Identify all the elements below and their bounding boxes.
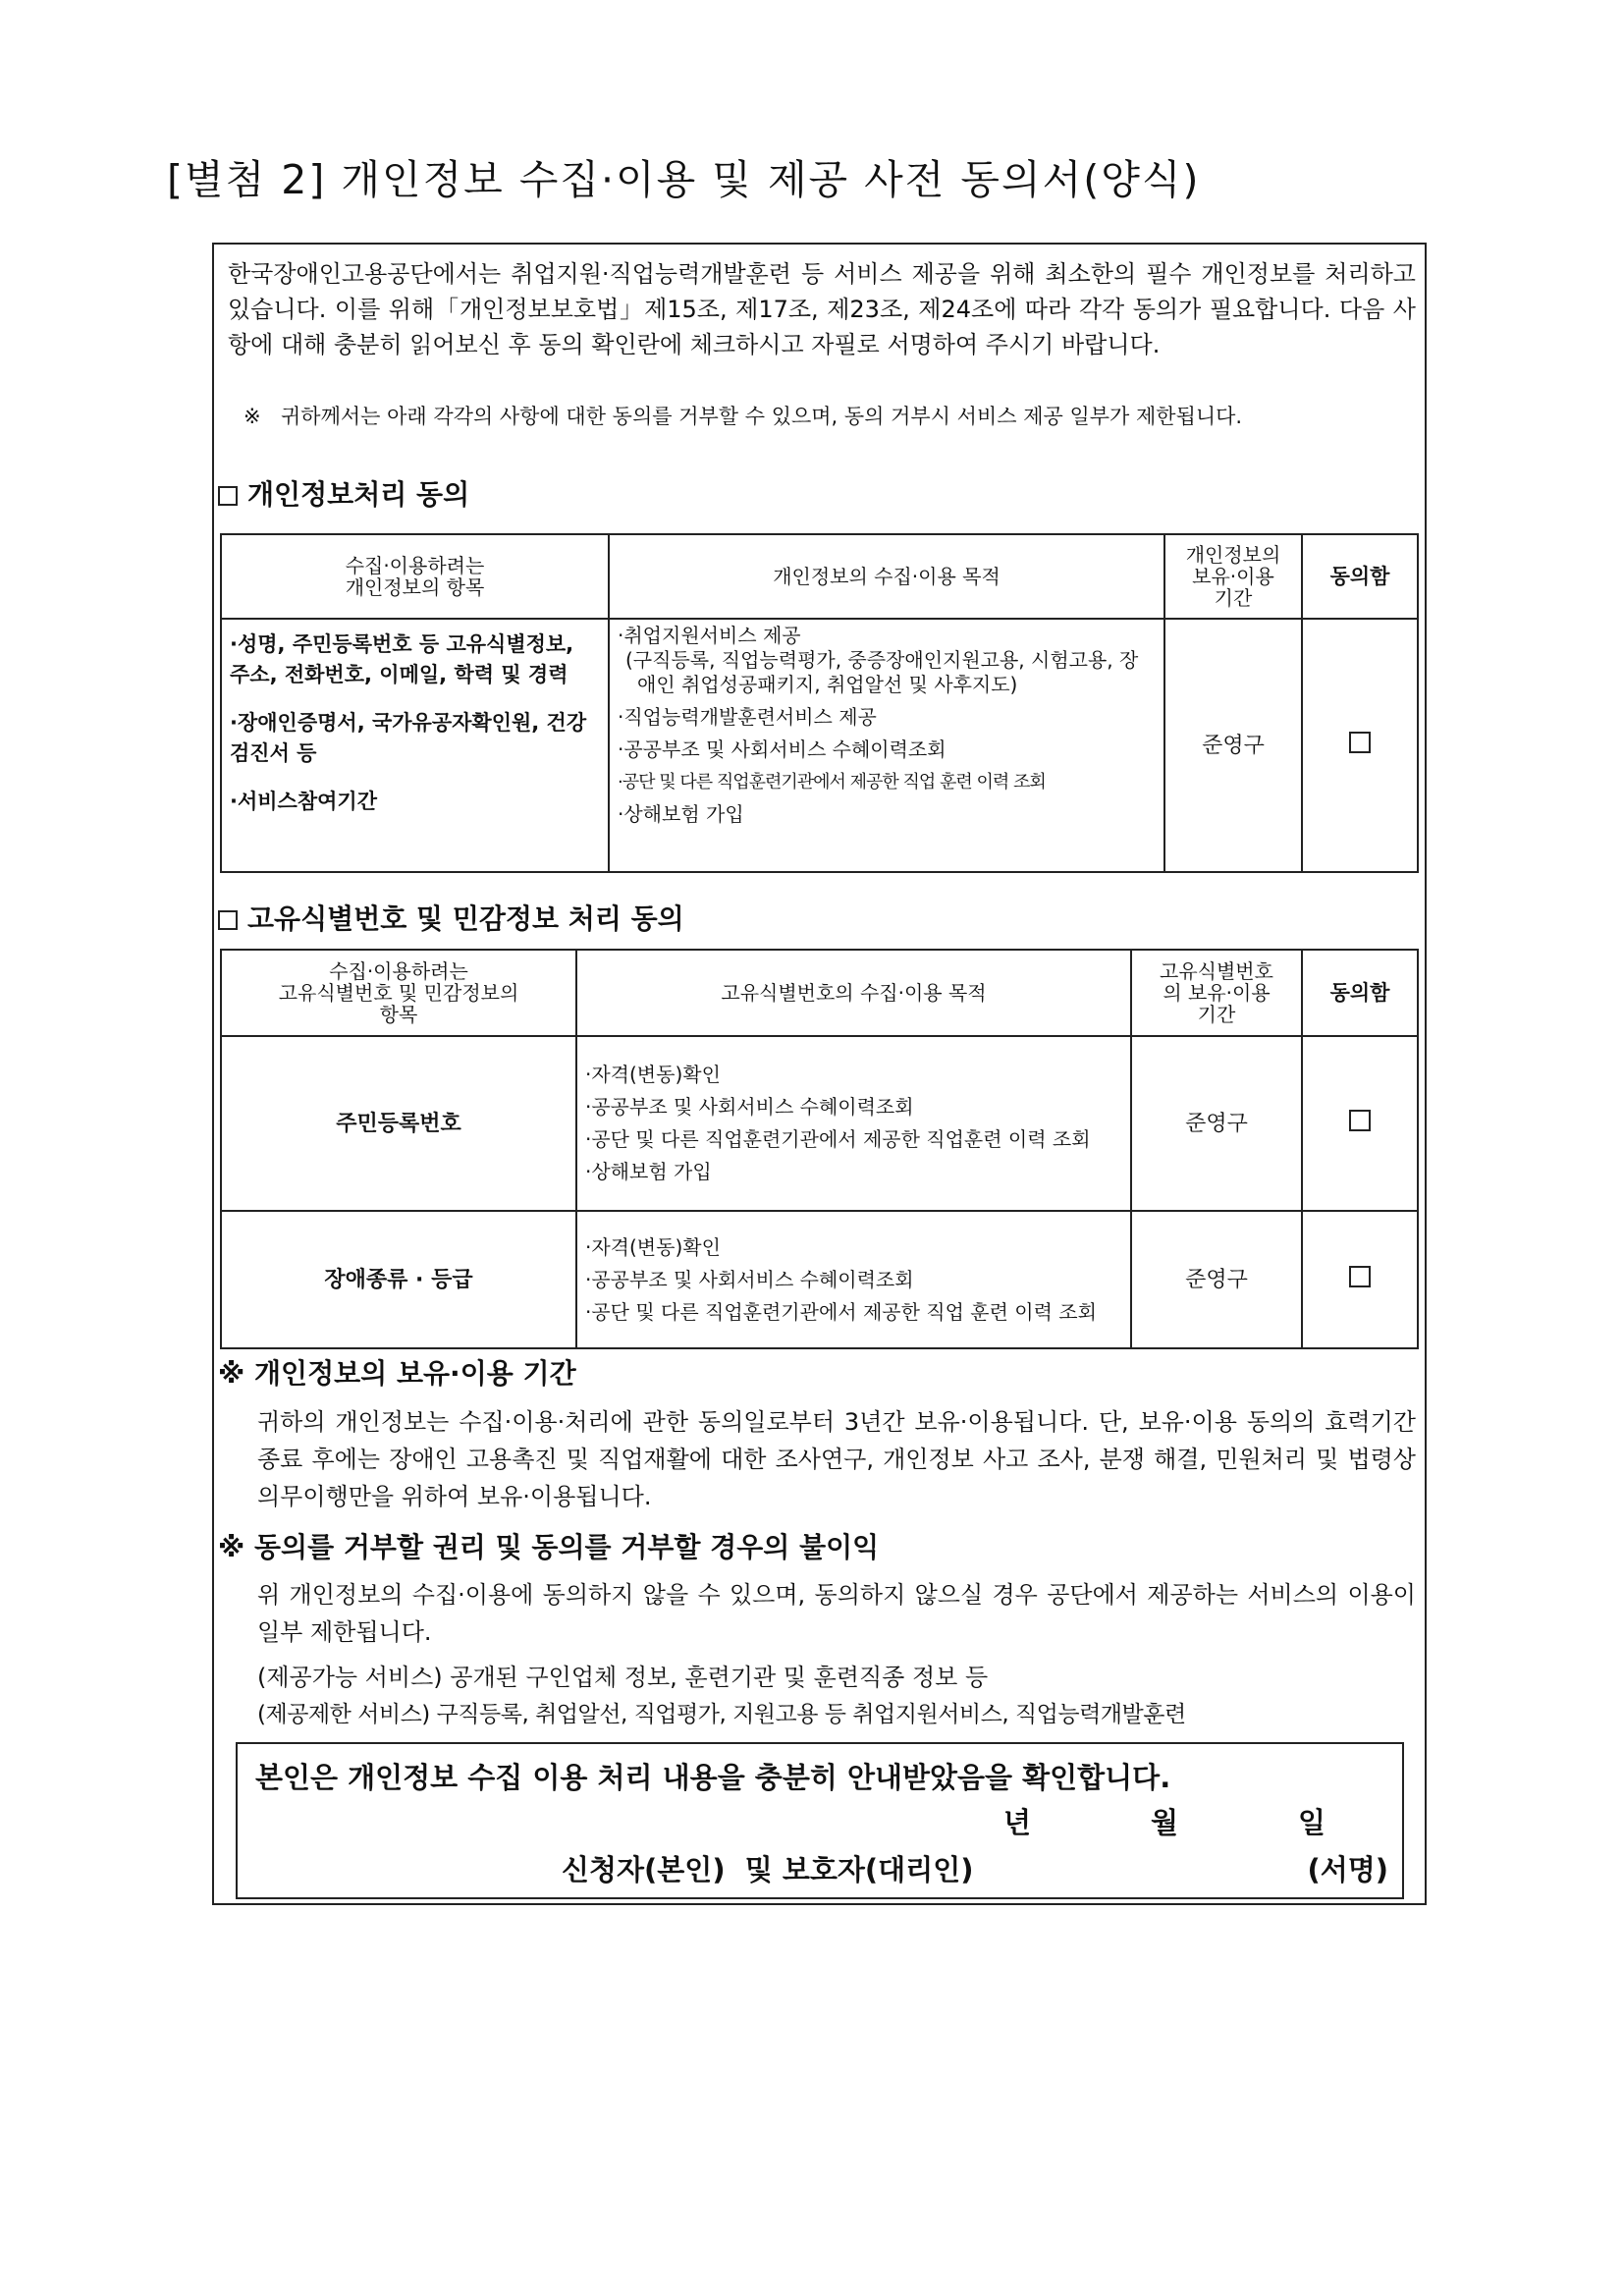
- year-label: 년: [1003, 1806, 1032, 1839]
- signature-field[interactable]: (서명): [1307, 1853, 1388, 1886]
- list-item: ·자격(변동)확인: [585, 1063, 721, 1086]
- day-label: 일: [1298, 1806, 1326, 1839]
- restricted-services: (제공제한 서비스) 구직등록, 취업알선, 직업평가, 지원고용 등 취업지원서비스, 직업능력개발훈련: [257, 1702, 1186, 1727]
- item-cell: 주민등록번호: [221, 1036, 576, 1211]
- header-items: 수집·이용하려는 고유식별번호 및 민감정보의 항목: [221, 950, 576, 1036]
- section-checkbox-icon: [218, 910, 238, 930]
- checkbox-icon[interactable]: [1349, 732, 1371, 753]
- period-cell: 준영구: [1164, 619, 1302, 872]
- list-item: ·공단 및 다른 직업훈련기관에서 제공한 직업훈련 이력 조회: [585, 1127, 1091, 1151]
- confirmation-box: [236, 1742, 1404, 1899]
- list-item: ·공공부조 및 사회서비스 수혜이력조회: [585, 1267, 914, 1291]
- period-cell: 준영구: [1131, 1211, 1302, 1348]
- consent-form: [212, 243, 1427, 1905]
- list-item: ·자격(변동)확인: [585, 1234, 721, 1259]
- retention-text: 귀하의 개인정보는 수집·이용·처리에 관한 동의일로부터 3년간 보유·이용됩니다. 단, 보유·이용 동의의 효력기간 종료 후에는 장애인 고용촉진 및 직업재활에 대한 조사연구, 개인정보 사고 조사, 분쟁 해결, 민원처리 및 법령상 의무이행만을 위하여 보유·이용됩니다.: [257, 1408, 1416, 1510]
- list-item: ·장애인증명서, 국가유공자확인원, 건강검진서 등: [230, 711, 587, 765]
- section1-heading-text: 개인정보처리 동의: [247, 478, 470, 511]
- list-item: ·공단 및 다른 직업훈련기관에서 제공한 직업 훈련 이력 조회: [618, 772, 1046, 793]
- list-item: ·취업지원서비스 제공: [618, 624, 801, 647]
- available-services: (제공가능 서비스) 공개된 구인업체 정보, 훈련기관 및 훈련직종 정보 등: [257, 1664, 989, 1691]
- section2-heading-text: 고유식별번호 및 민감정보 처리 동의: [247, 902, 684, 935]
- section2-heading: [218, 898, 684, 937]
- header-purpose: 개인정보의 수집·이용 목적: [609, 534, 1164, 619]
- section-checkbox-icon: [218, 486, 238, 506]
- header-period: 개인정보의 보유·이용 기간: [1164, 534, 1302, 619]
- agree-checkbox[interactable]: [1302, 619, 1418, 872]
- intro-paragraph: 한국장애인고용공단에서는 취업지원·직업능력개발훈련 등 서비스 제공을 위해 최소한의 필수 개인정보를 처리하고 있습니다. 이를 위해「개인정보보호법」제15조, 제17조, 제23조, 제24조에 따라 각각 동의가 필요합니다. 다음 사항에 대해 충분히 읽어보신 후 동의 확인란에 체크하시고 자필로 서명하여 주시기 바랍니다.: [228, 260, 1416, 358]
- page-title: [별첨 2] 개인정보 수집·이용 및 제공 사전 동의서(양식): [167, 156, 1201, 203]
- purpose-cell: [576, 1211, 1131, 1348]
- items-cell: [221, 619, 609, 872]
- list-item: ·서비스참여기간: [230, 790, 377, 813]
- refusal-heading: ※ 동의를 거부할 권리 및 동의를 거부할 경우의 불이익: [218, 1531, 880, 1563]
- list-item: (구직등록, 직업능력평가, 중증장애인지원고용, 시험고용, 장애인 취업성공패키지, 취업알선 및 사후지도): [625, 648, 1139, 696]
- refusal-text: 위 개인정보의 수집·이용에 동의하지 않을 수 있으며, 동의하지 않으실 경우 공단에서 제공하는 서비스의 이용이 일부 제한됩니다.: [257, 1581, 1416, 1646]
- note-text: 귀하께서는 아래 각각의 사항에 대한 동의를 거부할 수 있으며, 동의 거부시 서비스 제공 일부가 제한됩니다.: [281, 405, 1243, 428]
- header-agree: 동의함: [1302, 950, 1418, 1036]
- month-label: 월: [1151, 1806, 1179, 1839]
- agree-checkbox[interactable]: [1302, 1036, 1418, 1211]
- header-agree: 동의함: [1302, 534, 1418, 619]
- list-item: ·공단 및 다른 직업훈련기관에서 제공한 직업 훈련 이력 조회: [585, 1299, 1097, 1324]
- list-item: ·공공부조 및 사회서비스 수혜이력조회: [585, 1095, 914, 1119]
- applicant-label: 신청자(본인) 및 보호자(대리인): [562, 1853, 974, 1886]
- item-cell: 장애종류 · 등급: [221, 1211, 576, 1348]
- checkbox-icon[interactable]: [1349, 1110, 1371, 1131]
- personal-info-table: [220, 533, 1419, 873]
- checkbox-icon[interactable]: [1349, 1266, 1371, 1287]
- reference-mark: ※: [243, 405, 261, 428]
- retention-heading: ※ 개인정보의 보유·이용 기간: [218, 1357, 576, 1390]
- list-item: ·직업능력개발훈련서비스 제공: [618, 705, 877, 729]
- list-item: ·상해보험 가입: [618, 802, 744, 826]
- purpose-cell: [576, 1036, 1131, 1211]
- list-item: ·공공부조 및 사회서비스 수혜이력조회: [618, 738, 947, 761]
- list-item: ·성명, 주민등록번호 등 고유식별정보, 주소, 전화번호, 이메일, 학력 및 경력: [230, 632, 574, 686]
- sensitive-info-table: [220, 949, 1419, 1349]
- agree-checkbox[interactable]: [1302, 1211, 1418, 1348]
- purpose-cell: [609, 619, 1164, 872]
- period-cell: 준영구: [1131, 1036, 1302, 1211]
- section1-heading: [218, 473, 469, 513]
- header-period: 고유식별번호 의 보유·이용 기간: [1131, 950, 1302, 1036]
- header-items: 수집·이용하려는 개인정보의 항목: [221, 534, 609, 619]
- refusal-note: [243, 402, 1418, 432]
- confirmation-statement: 본인은 개인정보 수집 이용 처리 내용을 충분히 안내받았음을 확인합니다.: [255, 1761, 1171, 1794]
- list-item: ·상해보험 가입: [585, 1160, 712, 1183]
- header-purpose: 고유식별번호의 수집·이용 목적: [576, 950, 1131, 1036]
